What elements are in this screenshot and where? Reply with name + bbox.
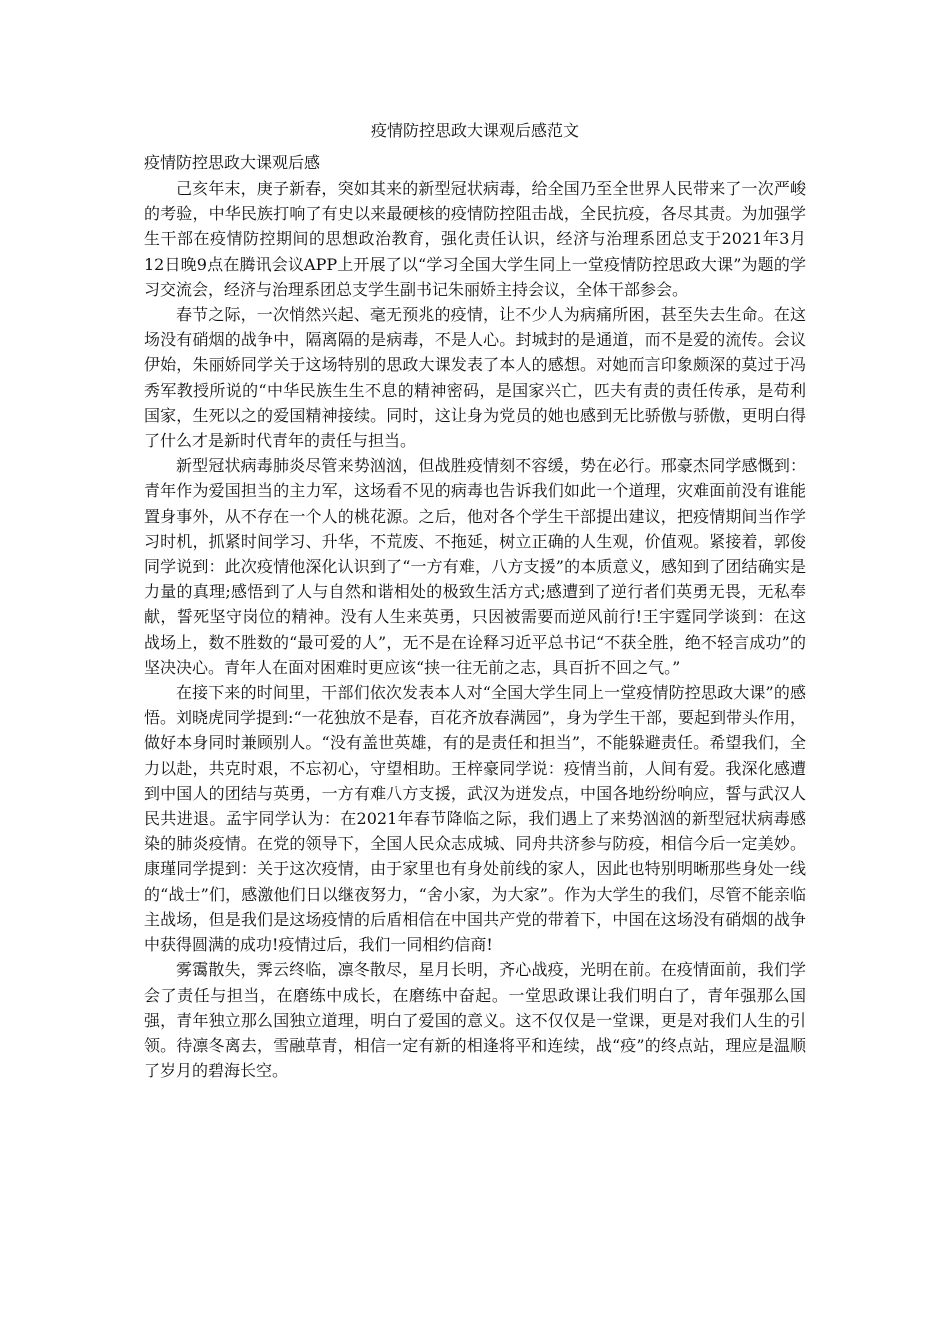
document-subtitle: 疫情防控思政大课观后感 — [144, 153, 321, 172]
document-title: 疫情防控思政大课观后感范文 — [370, 121, 579, 140]
body-paragraph: 在接下来的时间里，干部们依次发表本人对“全国大学生同上一堂疫情防控思政大课”的感悟。刘晓虎同学提到:“一花独放不是春，百花齐放春满园”，身为学生干部，要起到带头作用，做好本身同时兼顾别人。“没有盖世英雄，有的是责任和担当”，不能躲避责任。希望我们，全力以赴，共克时艰，不忘初心，守望相助。王梓豪同学说：疫情当前，人间有爱。我深化感遭到中国人的团结与英勇，一方有难八方支援，武汉为迸发点，中国各地纷纷响应，誓与武汉人民共进退。孟宇同学认为：在2021年春节降临之际，我们遇上了来势汹汹的新型冠状病毒感染的肺炎疫情。在党的领导下，全国人民众志成城、同舟共济参与防疫，相信今后一定美妙。康瑾同学提到：关于这次疫情，由于家里也有身处前线的家人，因此也特别明晰那些身处一线的“战士”们，感激他们日以继夜努力，“舍小家，为大家”。作为大学生的我们，尽管不能亲临主战场，但是我们是这场疫情的后盾相信在中国共产党的带着下，中国在这场没有硝烟的战争中获得圆满的成功!疫情过后，我们一同相约信商! — [144, 683, 806, 955]
document-page — [144, 118, 806, 1083]
body-paragraph: 雾霭散失，霁云终临，凛冬散尽，星月长明，齐心战疫，光明在前。在疫情面前，我们学会了责任与担当，在磨练中成长，在磨练中奋起。一堂思政课让我们明白了，青年强那么国强，青年独立那么国独立道理，明白了爱国的意义。这不仅仅是一堂课，更是对我们人生的引领。待凛冬离去，雪融草青，相信一定有新的相逢将平和连续，战“疫”的终点站，理应是温顺了岁月的碧海长空。 — [144, 960, 806, 1081]
body-paragraph: 新型冠状病毒肺炎尽管来势汹汹，但战胜疫情刻不容缓，势在必行。邢豪杰同学感慨到：青年作为爱国担当的主力军，这场看不见的病毒也告诉我们如此一个道理，灾难面前没有谁能置身事外，从不存在一个人的桃花源。之后，他对各个学生干部提出建议，把疫情期间当作学习时机，抓紧时间学习、升华，不荒废、不拖延，树立正确的人生观，价值观。紧接着，郭俊同学说到：此次疫情他深化认识到了“一方有难，八方支援”的本质意义，感知到了团结确实是力量的真理;感悟到了人与自然和谐相处的极致生活方式;感遭到了逆行者们英勇无畏，无私奉献，誓死坚守岗位的精神。没有人生来英勇，只因被需要而逆风前行!王宇霆同学谈到：在这战场上，数不胜数的“最可爱的人”，无不是在诠释习近平总书记“不获全胜，绝不轻言成功”的坚决决心。青年人在面对困难时更应该“挟一往无前之志，具百折不回之气。” — [144, 456, 806, 677]
body-paragraph: 春节之际，一次悄然兴起、毫无预兆的疫情，让不少人为病痛所困，甚至失去生命。在这场没有硝烟的战争中，隔离隔的是病毒，不是人心。封城封的是通道，而不是爱的流传。会议伊始，朱丽娇同学关于这场特别的思政大课发表了本人的感想。对她而言印象颇深的莫过于冯秀军教授所说的“中华民族生生不息的精神密码，是国家兴亡，匹夫有责的责任传承，是苟利国家，生死以之的爱国精神接续。同时，这让身为党员的她也感到无比骄傲与骄傲，更明白得了什么才是新时代青年的责任与担当。 — [144, 305, 806, 451]
body-paragraph: 己亥年末，庚子新春，突如其来的新型冠状病毒，给全国乃至全世界人民带来了一次严峻的考验，中华民族打响了有史以来最硬核的疫情防控阻击战，全民抗疫，各尽其责。为加强学生干部在疫情防控期间的思想政治教育，强化责任认识，经济与治理系团总支于2021年3月12日晚9点在腾讯会议APP上开展了以“学习全国大学生同上一堂疫情防控思政大课”为题的学习交流会，经济与治理系团总支学生副书记朱丽娇主持会议，全体干部参会。 — [144, 179, 806, 299]
